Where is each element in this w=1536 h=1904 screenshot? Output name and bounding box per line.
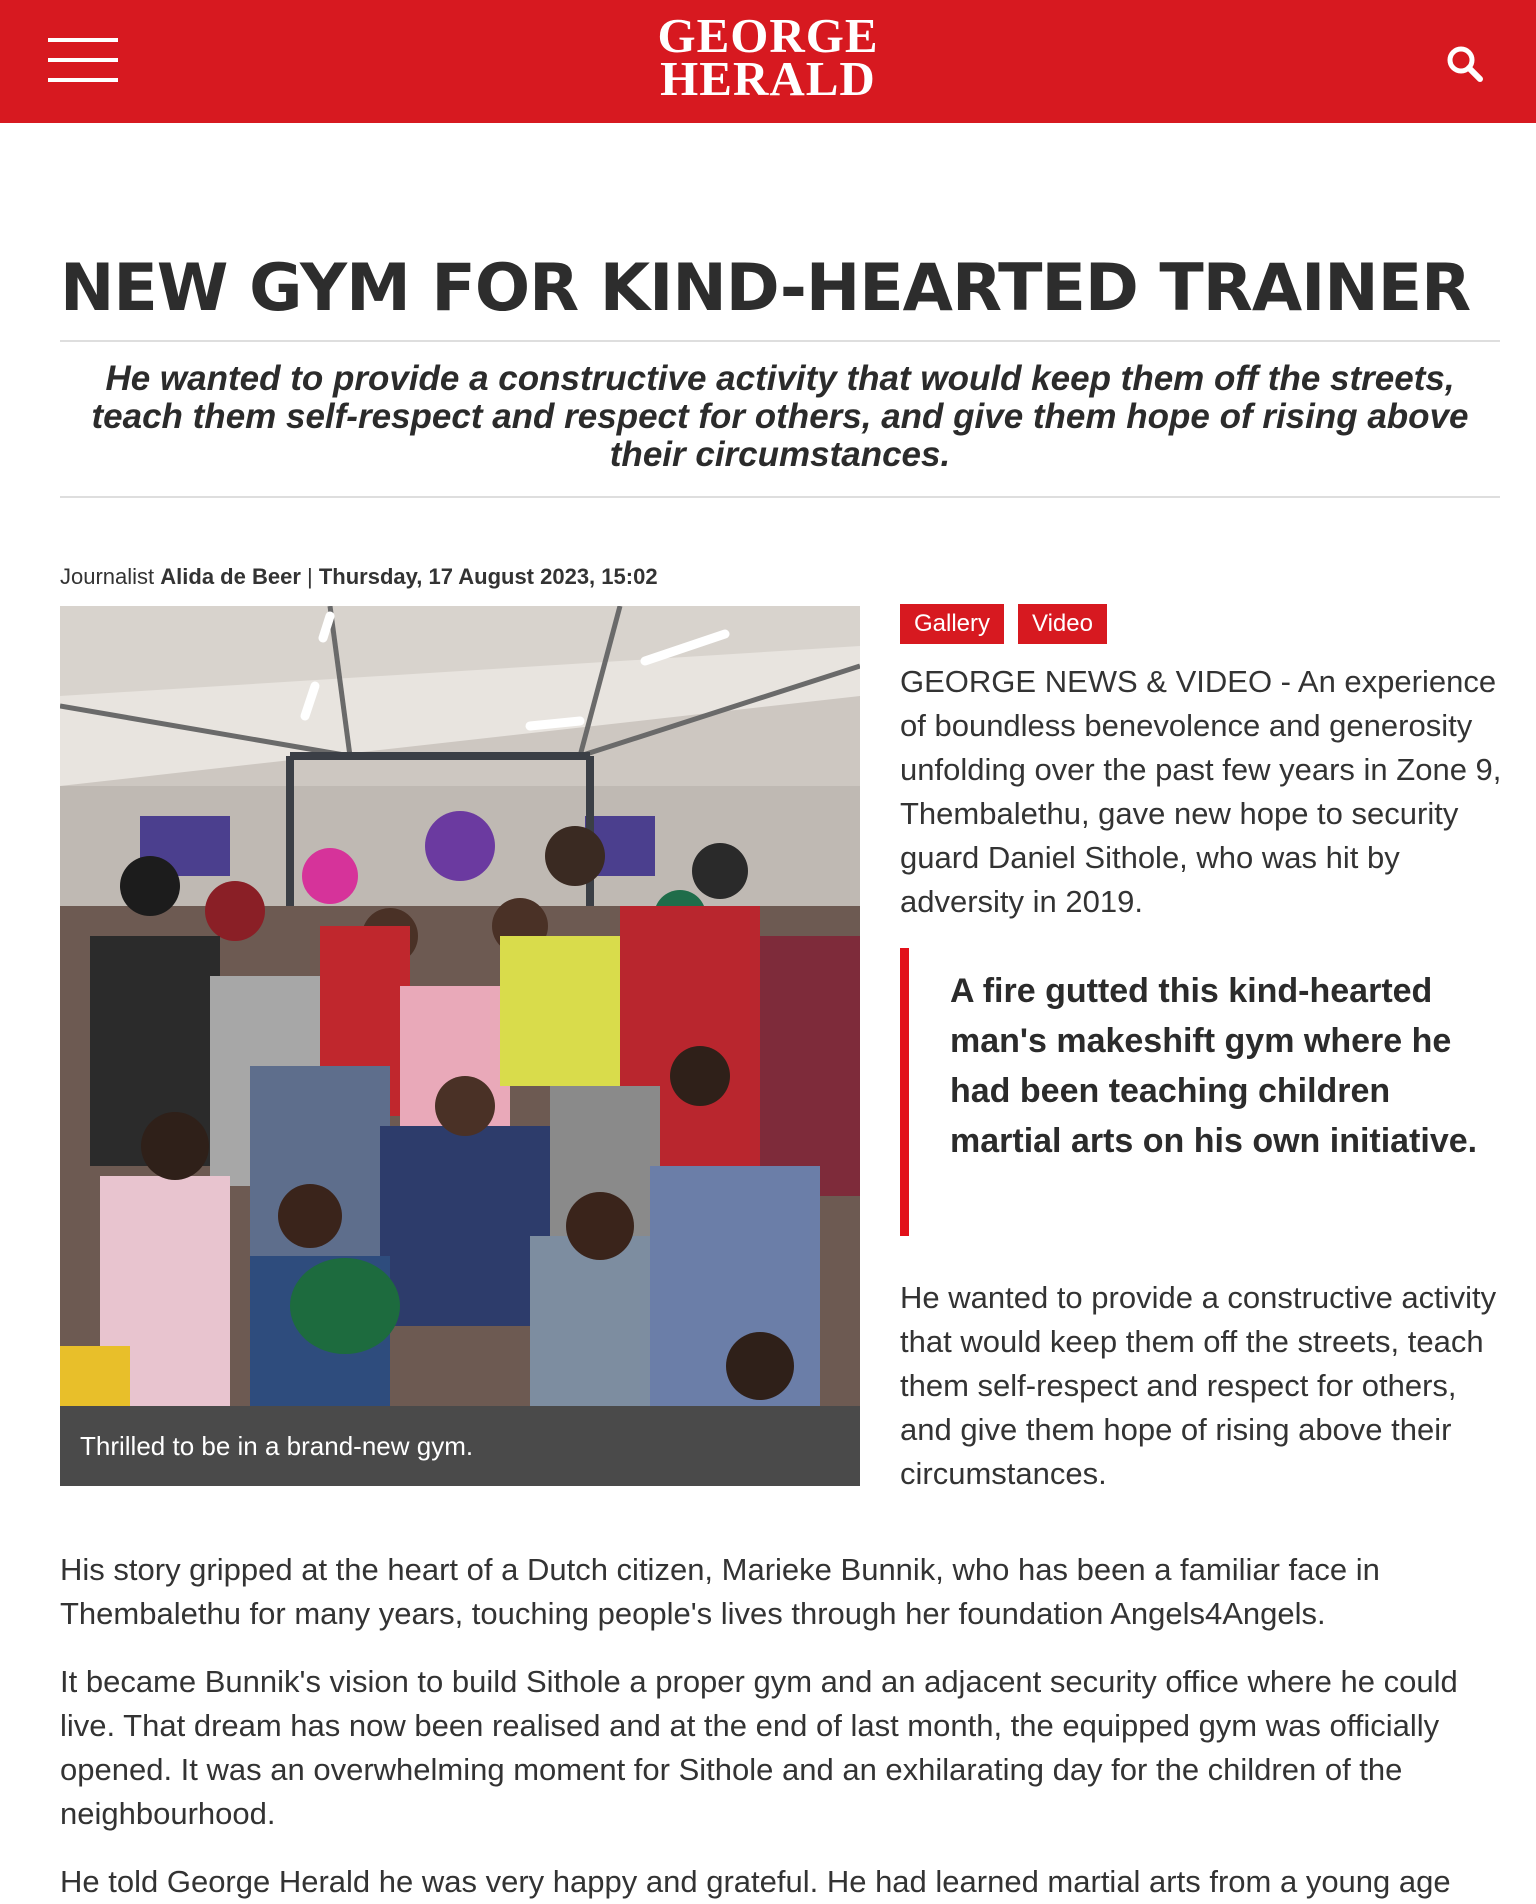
pull-quote: A fire gutted this kind-hearted man's makeshift gym where he had been teaching children martial arts on his own initiative. xyxy=(950,972,1478,1160)
publish-date: Thursday, 17 August 2023, 15:02 xyxy=(318,564,658,589)
article-paragraph: He told George Herald he was very happy and grateful. He had learned martial arts from a young age xyxy=(60,1864,1451,1899)
author-link[interactable]: Alida de Beer xyxy=(160,564,301,589)
byline-prefix: Journalist xyxy=(60,564,155,589)
article-title: NEW GYM FOR KIND-HEARTED TRAINER xyxy=(60,251,1471,326)
article-subtitle: He wanted to provide a constructive activity that would keep them off the streets, teach them self-respect and respect for others, and give them hope of rising above their circumstances. xyxy=(91,359,1469,474)
article-paragraph: His story gripped at the heart of a Dutch citizen, Marieke Bunnik, who has been a familiar face in Thembalethu for many years, touching people's lives through her foundation Angels4Angels. xyxy=(60,1552,1380,1631)
article-paragraph: It became Bunnik's vision to build Sithole a proper gym and an adjacent security office where he could live. That dream has now been realised and at the end of last month, the equipped gym was officially opened. It was an overwhelming moment for Sithole and an exhilarating day for the children of the neighbourhood. xyxy=(60,1664,1458,1831)
article-lead: GEORGE NEWS & VIDEO - An experience of boundless benevolence and generosity unfolding over the past few years in Zone 9, Thembalethu, gave new hope to security guard Daniel Sithole, who was hit by adversity in 2019. xyxy=(900,664,1502,919)
tag-gallery[interactable]: Gallery xyxy=(900,604,1004,644)
logo-line-1: GEORGE xyxy=(657,8,879,63)
tag-video[interactable]: Video xyxy=(1018,604,1107,644)
site-header xyxy=(0,0,1536,123)
search-icon[interactable] xyxy=(1445,44,1485,84)
site-logo[interactable] xyxy=(0,8,1536,106)
divider xyxy=(60,496,1500,498)
article-photo[interactable] xyxy=(60,606,860,1406)
article-paragraph: He wanted to provide a constructive activity that would keep them off the streets, teach them self-respect and respect for others, and give them hope of rising above their circumstances. xyxy=(900,1280,1497,1491)
byline-separator: | xyxy=(307,564,313,589)
quote-accent-bar xyxy=(900,948,909,1236)
divider xyxy=(60,340,1500,342)
byline xyxy=(60,562,658,592)
image-caption: Thrilled to be in a brand-new gym. xyxy=(60,1406,860,1486)
logo-line-2: HERALD xyxy=(660,51,876,106)
